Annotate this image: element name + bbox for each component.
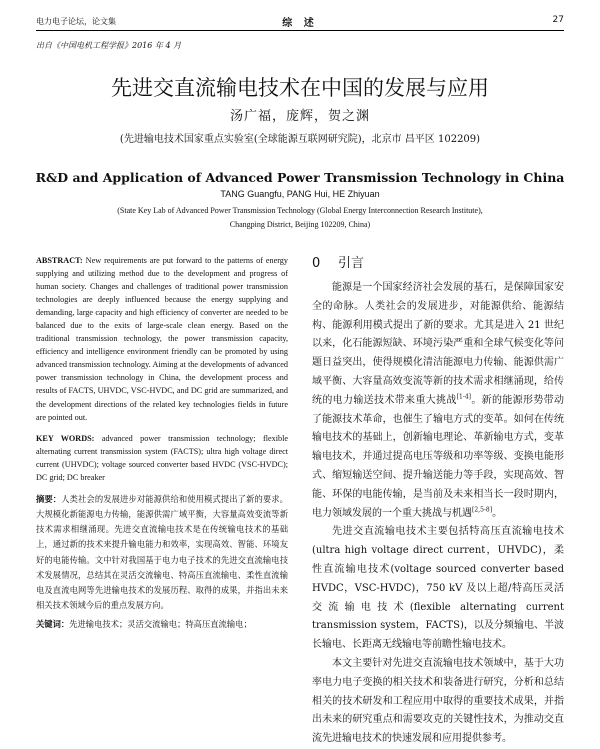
- abstract-english: [36, 254, 288, 424]
- citation-note: 出自《中国电机工程学报》2016 年 4 月: [36, 41, 182, 50]
- paragraph: [312, 279, 564, 523]
- authors-chinese: 汤广福，庞辉，贺之渊: [229, 109, 370, 124]
- keywords-cn-text: 先进输电技术；灵活交流输电；特高压直流输电；: [69, 619, 252, 630]
- paragraph: 先进交直流输电技术主要包括特高压直流输电技术(ultra high voltage direct current，UHVDC)，柔性直流输电技术(voltage sourced converter based HVDC，VSC-HVDC)，750 kV 及以上超/特高压灵活交流输电技术(flexible alternating current transmission system，FACTS)，以及分频输电、半波长输电、长距离无线输电等前瞻性输电技术。: [312, 526, 564, 651]
- abstract-cn-text: 人类社会的发展进步对能源供给和使用模式提出了新的要求。大规模化新能源电力传输，能源供需广域平衡，大容量高效变流等新技术需求相继涌现。先进交直流输电技术是在传统输电技术的基础上，通过新的技术来提升输电能力和效率，实现高效、智能、环境友好的电能传输。文中针对我国基于电力电子技术的先进交直流输电技术发展情况，总结其在灵活交流输电、特高压直流输电、柔性直流输电及直流电网等先进输电技术的发展历程、取得的成果，并指出未来相关技术领域今后的重点发展方向。: [36, 493, 288, 611]
- section-number: 0: [312, 256, 321, 271]
- citation-ref: [2,5-8]: [472, 506, 493, 514]
- abstract-label: ABSTRACT:: [36, 256, 83, 265]
- title-chinese: 先进交直流输电技术在中国的发展与应用: [111, 76, 489, 100]
- title-english: R&D and Application of Advanced Power Transmission Technology in China: [35, 170, 565, 185]
- journal-name: 电力电子论坛，论文集: [36, 17, 116, 26]
- affiliation-english-line1: (State Key Lab of Advanced Power Transmission Technology (Global Energy Interconnection Research Institute),: [117, 206, 483, 215]
- running-header: [36, 14, 564, 31]
- citation-ref: [1-4]: [456, 393, 472, 401]
- section-name: 综 述: [282, 18, 318, 29]
- section-title: 引言: [338, 256, 365, 271]
- keywords-label: KEY WORDS:: [36, 433, 95, 443]
- section-heading: [312, 252, 564, 271]
- abstract-chinese: [36, 492, 288, 614]
- paragraph-end: 。: [492, 507, 503, 519]
- paragraph: 本文主要针对先进交直流输电技术领域中，基于大功率电力电子变换的相关技术和装备进行研究，分析和总结相关的技术研发和工程应用中取得的重要技术成果，并指出未来的研究重点和需要攻克的关键性技术，为推动交直流先进输电技术的快速发展和应用提供参考。: [312, 657, 564, 745]
- affiliation-english-line2: Changping District, Beijing 102209, China): [229, 220, 371, 229]
- keywords-text: advanced power transmission technology; flexible alternating current transmission system (FACTS); ultra high voltage direct current (UHVDC); voltage sourced converter based HVDC (VSC-HVDC); DC grid; DC breaker: [36, 433, 288, 482]
- page-number: 27: [552, 15, 564, 25]
- keywords-english: [36, 432, 288, 484]
- keywords-chinese: [36, 617, 288, 632]
- abstract-cn-label: 摘要：: [36, 493, 62, 504]
- keywords-cn-label: 关键词：: [36, 619, 70, 630]
- right-column: [312, 252, 564, 749]
- paragraph-text: 。新的能源形势带动了能源技术革命，也催生了输电方式的变革。如何在传统输电技术的基础上，创新输电理论、革新输电方式，变革输电技术，并通过提高电压等级和功率等级、变换电能形式、缩短输送空间、提升输送能力等手段，实现高效、智能、环保的电能传输，是当前及未来相当长一段时期内，电力领域发展的一个重大挑战与机遇: [312, 394, 565, 519]
- left-column: [36, 254, 288, 633]
- authors-english: TANG Guangfu, PANG Hui, HE Zhiyuan: [220, 189, 380, 199]
- affiliation-chinese: (先进输电技术国家重点实验室(全球能源互联网研究院)，北京市 昌平区 102209): [119, 134, 481, 145]
- paragraph-text: 能源是一个国家经济社会发展的基石，是保障国家安全的命脉。人类社会的发展进步，对能源供给、能源结构、能源利用模式提出了新的要求。尤其是进入 21 世纪以来，化石能源短缺、环境污染严重和全球气候变化等问题日益突出，使得规模化清洁能源电力传输、能源供需广域平衡、大容量高效变流等新的技术需求相继涌现，给传统的电力输送技术带来重大挑战: [312, 282, 564, 406]
- abstract-text: New requirements are put forward to the patterns of energy supplying and utilizing method due to the development and progress of human society. Changes and challenges of traditional power transmission technologies are deeply influenced because the energy supplying and demanding, large capacity and high efficiency of converter are needed to be balanced due to the exits of large-scale clean energy. Based on the traditional transmission technology, the power transmission capacity, efficiency and intelligence environment friendly can be promoted by using advanced transmission technology. Aiming at the developments of advanced power transmission technology in China, the development process and results of FACTS, UHVDC, VSC-HVDC, and DC grid are summarized, and the development directions of the related key technologies fields in future are pointed out.: [36, 256, 288, 422]
